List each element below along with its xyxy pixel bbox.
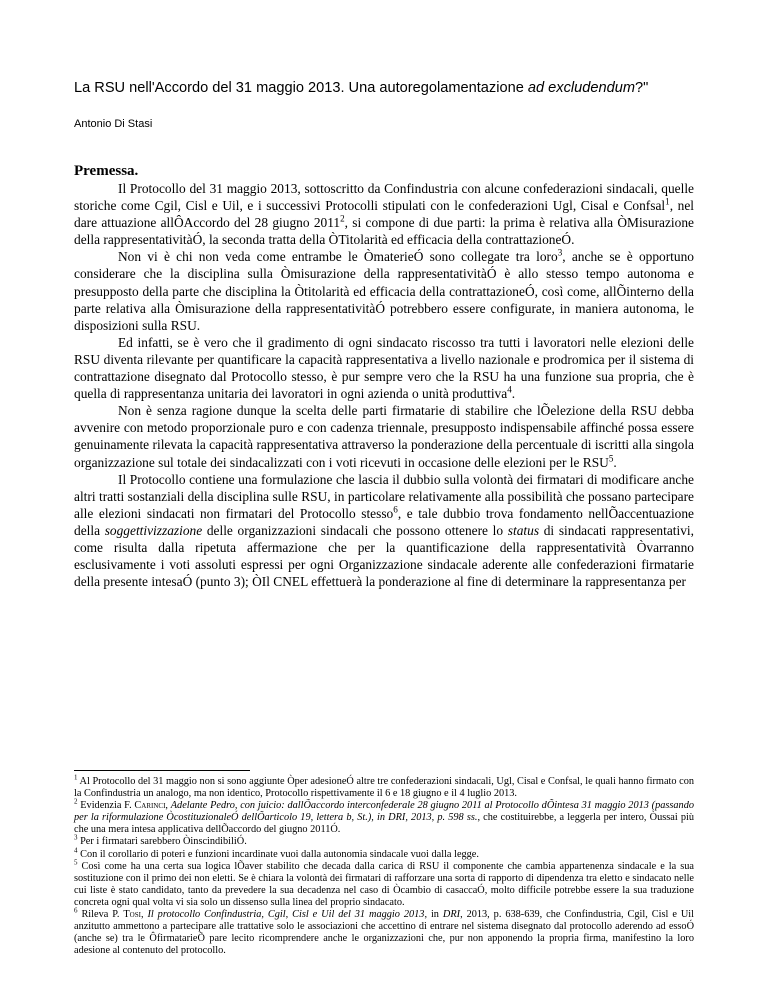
footnote-ref[interactable]: 1 [665,196,670,207]
footnote-ref[interactable]: 3 [557,247,563,258]
footnote-5: $^5$ Così come ha una certa sua logica lÕaver stabilito che decada dalla carica di RSU il componente che cambia appartenenza sindacale e la sua sostituzione con il primo dei non eletti. Se è chiara la volontà dei firmatari di rafforzare una sorta di rapporto di dipendenza tra eletto e sindacato nelle cui liste è stato candidato, tanto da prevedere la sua decadenza nel caso di Òcambio di casaccaÓ, molto difficile potrebbe essere la sua traduzione concreta ogni qual volta vi sia solo un dissenso sulla linea del proprio sindacato. [74,858,694,908]
paragraph-3: Ed infatti, se è vero che il gradimento di ogni sindacato riscosso tra tutti i lavoratori nelle elezioni delle RSU diventa rilevante per quantificare la capacità rappresentativa a livello nazionale e prodromica per il sistema di contrattazione disegnato dal Protocollo stesso, è pur sempre vero che la RSU ha una funzione sua propria, che è quella di rappresentanza unitaria dei lavoratori in ogni azienda o unità produttiva$^4$. [74,334,694,402]
paragraph-2: Non vi è chi non veda come entrambe le ÒmaterieÓ sono collegate tra loro$^3$, anche se è opportuno considerare che la disciplina sulla Òmisurazione della rappresentativitàÓ è allo stesso tempo autonoma e presupposto della parte che disciplina la Òtitolarità ed efficacia della contrattazioneÓ, così come, allÕinterno della parte relativa alla Òmisurazione della rappresentativitàÓ potrebbero essere configurate, in maniera autonoma, le disposizioni sulla RSU. [74,247,694,333]
footnote-4: $^4$ Con il corollario di poteri e funzioni incardinate vuoi dalla autonomia sindacale vuoi dalla legge. [74,846,479,860]
body-text [74,180,694,590]
document-title: La RSU nell'Accordo del 31 maggio 2013. Una autoregolamentazione ad excludendum?" [74,80,649,96]
footnote-1: $^1$ Al Protocollo del 31 maggio non si sono aggiunte Òper adesioneÓ altre tre confederazioni sindacali, Ugl, Cisal e Confsal, le quali hanno firmato con la Confindustria un analogo, ma non identico, Protocollo rispettivamente il 6 e 18 giugno e il 4 luglio 2013. [74,773,694,800]
footnote-2: $^2$ Evidenzia F. Carinci, Adelante Pedro, con juicio: dallÕaccordo interconfederale 28 giugno 2011 al Protocollo dÕintesa 31 maggio 2013 (passando per la riformulazione ÒcostituzionaleÓ dellÕarticolo 19, lettera b, St.), in DRI, 2013, p. 598 ss., che costituirebbe, a leggerla per intero, Òussai più che una mera intesa applicativa dellÕaccordo del giugno 2011Ó. [74,797,694,836]
footnote-6: $^6$ Rileva P. Tosi, Il protocollo Confindustria, Cgil, Cisl e Uil del 31 maggio 2013, in DRI, 2013, p. 638-639, che Confindustria, Cgil, Cisl e Uil anzitutto ammettono a partecipare alle trattative solo le associazioni che accettino di entrare nel sistema disegnato dal protocollo aderendo ad essoÓ (anche se) tra le ÔfirmatarieÕ pare lecito ricomprendere anche le organizzazioni che, pur non apponendo la propria firma, manifestino la loro adesione al contenuto del protocollo. [74,906,694,957]
section-heading: Premessa. [74,163,139,179]
footnote-ref[interactable]: 2 [340,213,345,224]
footnotes [74,773,694,957]
author-name: Antonio Di Stasi [74,118,153,130]
footnote-3: $^3$ Per i firmatari sarebbero ÒinscindibiliÓ. [74,834,247,848]
paragraph-5: Il Protocollo contiene una formulazione che lascia il dubbio sulla volontà dei firmatari di modificare anche altri tratti sostanziali della disciplina sulle RSU, in particolare relativamente alla possibilità che possano partecipare alle elezioni sindacati non firmatari del Protocollo stesso$^6$, e tale dubbio trova fondamento nellÕaccentuazione della soggettivizzazione delle organizzazioni sindacali che possono ottenere lo status di sindacati rappresentativi, come risulta dalla ripetuta affermazione che per la quantificazione della rappresentatività Òvarranno esclusivamente i voti assoluti espressi per ogni Organizzazione sindacale aderente alle confederazioni firmatarie della presente intesaÓ (punto 3); ÒIl CNEL effettuerà la ponderazione al fine di determinare la rappresentanza per [74,471,694,590]
footnote-separator [74,770,250,771]
paragraph-1: Il Protocollo del 31 maggio 2013, sottoscritto da Confindustria con alcune confederazioni sindacali, quelle storiche come Cgil, Cisl e Uil, e i successivi Protocolli stipulati con le confederazioni Ugl, Cisal e Confsal$^1$, nel dare attuazione allÔAccordo del 28 giugno 2011$^2$, si compone di due parti: la prima è relativa alla ÒMisurazione della rappresentativitàÓ, la seconda tratta della ÒTitolarità ed efficacia della contrattazioneÓ. [74,181,694,248]
paragraph-4: Non è senza ragione dunque la scelta delle parti firmatarie di stabilire che lÕelezione della RSU debba avvenire con metodo proporzionale puro e con cadenza triennale, presupposto indispensabile affinché possa essere genuinamente rilevata la capacità rappresentativa attraverso la ponderazione della percentuale di iscritti alla singola organizzazione sul totale dei sindacalizzati con i voti ricevuti in occasione delle elezioni per le RSU$^5$. [74,403,694,470]
footnote-ref[interactable]: 5 [608,453,614,464]
title-emphasis: ad excludendum [527,80,635,96]
footnote-ref[interactable]: 4 [507,384,512,395]
footnote-ref[interactable]: 6 [393,504,398,515]
